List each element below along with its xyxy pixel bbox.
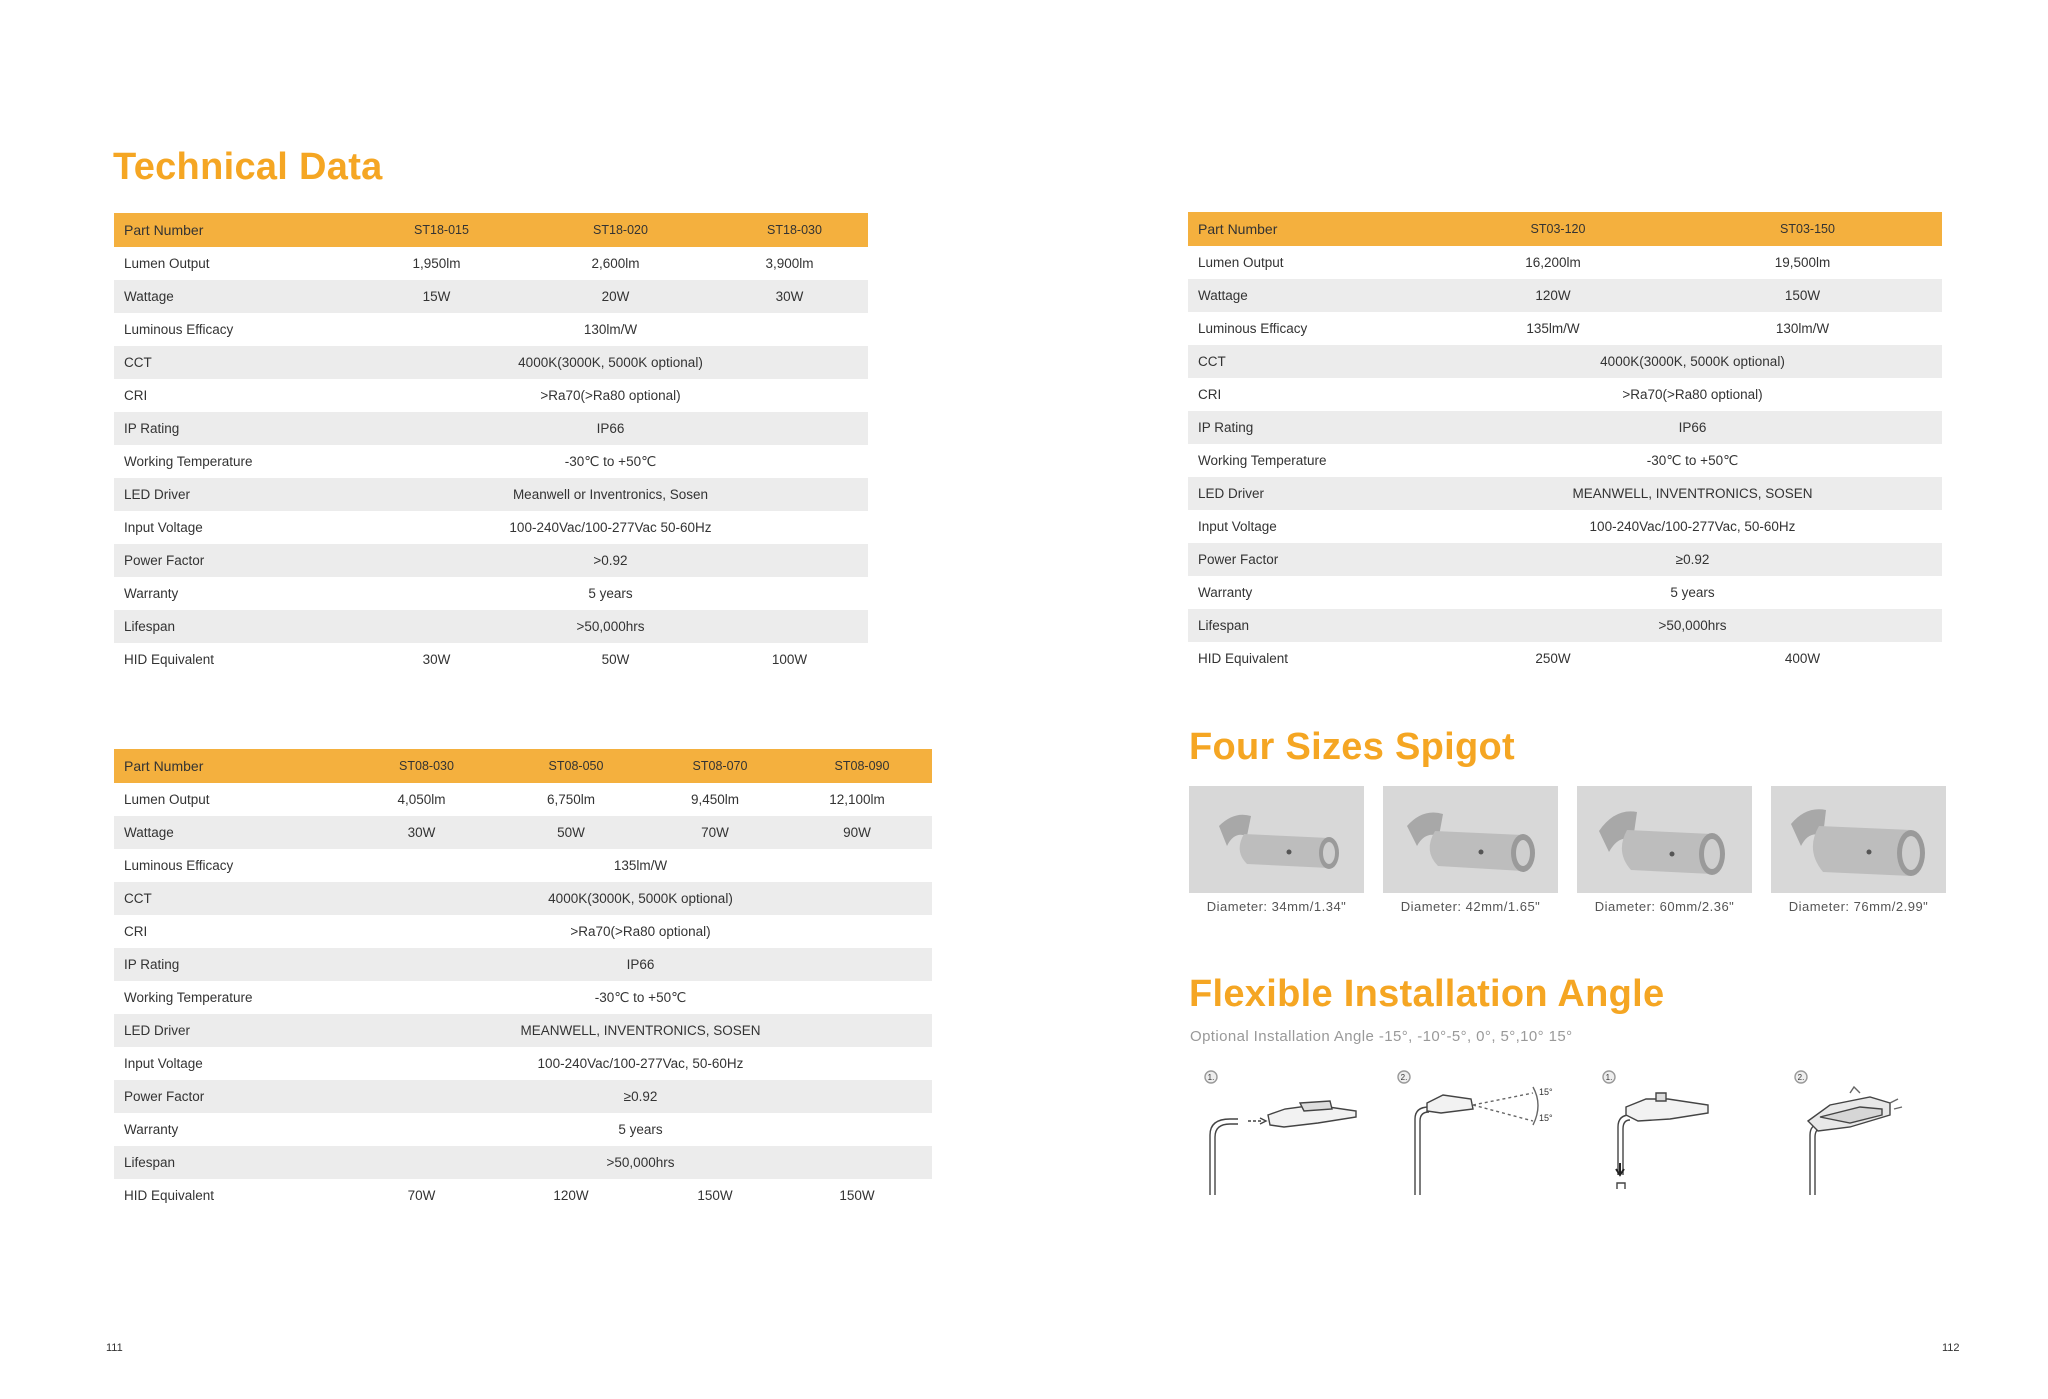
row-label: Working Temperature xyxy=(124,454,253,469)
cell-value: 30W xyxy=(422,652,451,667)
header-part-number: ST08-090 xyxy=(834,759,890,773)
cell-value: IP66 xyxy=(626,957,655,972)
spigot-item xyxy=(1577,786,1752,914)
row-label: Luminous Efficacy xyxy=(1198,321,1308,336)
table-row xyxy=(114,1113,932,1146)
cell-value: 4000K(3000K, 5000K optional) xyxy=(548,891,733,906)
spigot-item xyxy=(1771,786,1946,914)
row-label: Working Temperature xyxy=(1198,453,1327,468)
row-label: LED Driver xyxy=(124,1023,191,1038)
cell-value: MEANWELL, INVENTRONICS, SOSEN xyxy=(520,1023,761,1038)
row-label: Input Voltage xyxy=(124,1056,203,1071)
row-label: CRI xyxy=(1198,387,1222,402)
cell-value: -30℃ to +50℃ xyxy=(594,989,687,1005)
cell-value: 100-240Vac/100-277Vac 50-60Hz xyxy=(509,520,712,535)
row-label: IP Rating xyxy=(1198,420,1254,435)
table-row xyxy=(1188,642,1942,675)
table-header-row xyxy=(114,749,932,783)
header-part-number: ST08-050 xyxy=(548,759,604,773)
header-label: Part Number xyxy=(124,222,204,238)
cell-value: >Ra70(>Ra80 optional) xyxy=(570,924,711,939)
table-row xyxy=(1188,312,1942,345)
spec-table-st18 xyxy=(114,213,868,676)
cell-value: 150W xyxy=(839,1188,875,1203)
spigot-caption: Diameter: 34mm/1.34" xyxy=(1206,899,1347,914)
cell-value: 1,950lm xyxy=(412,256,461,271)
table-row xyxy=(114,1146,932,1179)
table-row xyxy=(1188,411,1942,444)
cell-value: ≥0.92 xyxy=(623,1089,658,1104)
table-row xyxy=(114,849,932,882)
spigot-item xyxy=(1383,786,1558,914)
table-row xyxy=(114,280,868,313)
row-label: CRI xyxy=(124,388,148,403)
header-part-number: ST03-150 xyxy=(1780,222,1835,236)
spigot-photo xyxy=(1383,786,1558,893)
row-label: Wattage xyxy=(1198,288,1248,303)
cell-value: 6,750lm xyxy=(546,792,596,807)
table-row xyxy=(114,981,932,1014)
header-part-number: ST08-030 xyxy=(399,759,454,773)
spec-table-st08 xyxy=(114,749,932,1212)
table-row xyxy=(114,247,868,280)
cell-value: >50,000hrs xyxy=(1658,618,1727,633)
table-row xyxy=(1188,477,1942,510)
table-row xyxy=(1188,444,1942,477)
table-header-row xyxy=(1188,212,1942,246)
install-diagram-2 xyxy=(1393,1065,1563,1205)
row-label: Warranty xyxy=(124,1122,179,1137)
cell-value: 100-240Vac/100-277Vac, 50-60Hz xyxy=(537,1056,744,1071)
table-row xyxy=(114,1047,932,1080)
table-row xyxy=(1188,279,1942,312)
page-number-right: 112 xyxy=(1942,1342,1960,1354)
cell-value: IP66 xyxy=(1678,420,1707,435)
table-row xyxy=(114,478,868,511)
cell-value: 2,600lm xyxy=(591,256,640,271)
cell-value: 150W xyxy=(1784,288,1821,303)
cell-value: MEANWELL, INVENTRONICS, SOSEN xyxy=(1572,486,1813,501)
table-row xyxy=(1188,543,1942,576)
table-row xyxy=(114,445,868,478)
row-label: Power Factor xyxy=(124,1089,205,1104)
table-row xyxy=(114,1080,932,1113)
cell-value: 100-240Vac/100-277Vac, 50-60Hz xyxy=(1589,519,1796,534)
row-label: Wattage xyxy=(124,289,174,304)
row-label: CCT xyxy=(1198,354,1226,369)
cell-value: 4,050lm xyxy=(397,792,446,807)
spigot-title: Four Sizes Spigot xyxy=(1189,726,1516,768)
table-row xyxy=(1188,246,1942,279)
cell-value: 50W xyxy=(557,825,585,840)
row-label: Lifespan xyxy=(1198,618,1250,633)
cell-value: -30℃ to +50℃ xyxy=(564,453,657,469)
cell-value: >50,000hrs xyxy=(576,619,645,634)
header-part-number: ST03-120 xyxy=(1530,222,1586,236)
cell-value: Meanwell or Inventronics, Sosen xyxy=(512,487,709,502)
row-label: Lumen Output xyxy=(1198,255,1284,270)
row-label: HID Equivalent xyxy=(124,652,215,667)
row-label: CCT xyxy=(124,355,152,370)
header-part-number: ST18-015 xyxy=(414,223,469,237)
diagram-angle-label: 15° xyxy=(1539,1113,1553,1123)
cell-value: 100W xyxy=(771,652,808,667)
row-label: LED Driver xyxy=(1198,486,1265,501)
cell-value: 30W xyxy=(775,289,804,304)
cell-value: 19,500lm xyxy=(1774,255,1831,270)
table-row xyxy=(1188,378,1942,411)
row-label: Input Voltage xyxy=(124,520,203,535)
install-diagram-3 xyxy=(1598,1065,1768,1205)
header-part-number: ST08-070 xyxy=(692,759,748,773)
table-row xyxy=(114,511,868,544)
row-label: CRI xyxy=(124,924,148,939)
cell-value: 50W xyxy=(601,652,630,667)
cell-value: 5 years xyxy=(588,586,633,601)
row-label: IP Rating xyxy=(124,421,180,436)
cell-value: 3,900lm xyxy=(765,256,814,271)
cell-value: 70W xyxy=(407,1188,436,1203)
angle-title: Flexible Installation Angle xyxy=(1189,973,1665,1015)
table-row xyxy=(114,412,868,445)
page-number-left: 111 xyxy=(106,1342,123,1354)
table-row xyxy=(1188,345,1942,378)
diagram-step: 1. xyxy=(1207,1073,1215,1082)
row-label: Lumen Output xyxy=(124,792,210,807)
diagram-step: 2. xyxy=(1797,1073,1805,1082)
spigot-caption: Diameter: 60mm/2.36" xyxy=(1594,899,1735,914)
spec-table-st03 xyxy=(1188,212,1942,675)
cell-value: >0.92 xyxy=(593,553,628,568)
table-row xyxy=(1188,510,1942,543)
cell-value: 70W xyxy=(701,825,729,840)
cell-value: >Ra70(>Ra80 optional) xyxy=(540,388,681,403)
install-diagram-1 xyxy=(1200,1065,1370,1205)
technical-data-title: Technical Data xyxy=(113,146,383,188)
header-label: Part Number xyxy=(1198,221,1278,237)
cell-value: 135lm/W xyxy=(1526,321,1580,336)
row-label: Warranty xyxy=(124,586,179,601)
row-label: Input Voltage xyxy=(1198,519,1277,534)
cell-value: 135lm/W xyxy=(613,858,668,873)
cell-value: IP66 xyxy=(596,421,625,436)
table-row xyxy=(114,882,932,915)
header-part-number: ST18-020 xyxy=(593,223,648,237)
table-row xyxy=(114,313,868,346)
angle-subtitle: Optional Installation Angle -15°, -10°-5°, 0°, 5°,10° 15° xyxy=(1190,1028,1573,1045)
cell-value: >Ra70(>Ra80 optional) xyxy=(1622,387,1763,402)
table-row xyxy=(114,816,932,849)
cell-value: 5 years xyxy=(618,1122,663,1137)
header-label: Part Number xyxy=(124,758,204,774)
spigot-caption: Diameter: 42mm/1.65" xyxy=(1400,899,1541,914)
table-row xyxy=(114,610,868,643)
row-label: Lumen Output xyxy=(124,256,210,271)
diagram-step: 2. xyxy=(1400,1073,1408,1082)
cell-value: 5 years xyxy=(1670,585,1715,600)
table-row xyxy=(114,915,932,948)
cell-value: 120W xyxy=(1535,288,1571,303)
cell-value: 4000K(3000K, 5000K optional) xyxy=(518,355,703,370)
table-header-row xyxy=(114,213,868,247)
cell-value: 130lm/W xyxy=(583,322,638,337)
row-label: Power Factor xyxy=(124,553,205,568)
table-row xyxy=(114,643,868,676)
spigot-caption: Diameter: 76mm/2.99" xyxy=(1788,899,1929,914)
cell-value: 120W xyxy=(553,1188,589,1203)
row-label: Power Factor xyxy=(1198,552,1279,567)
table-row xyxy=(114,783,932,816)
row-label: HID Equivalent xyxy=(124,1188,215,1203)
install-diagram-4 xyxy=(1790,1065,1960,1205)
spigot-gallery xyxy=(1189,786,1946,914)
cell-value: 12,100lm xyxy=(829,792,885,807)
diagram-step: 1. xyxy=(1605,1073,1613,1082)
spigot-item xyxy=(1189,786,1364,914)
cell-value: 16,200lm xyxy=(1525,255,1581,270)
cell-value: 250W xyxy=(1535,651,1571,666)
cell-value: 150W xyxy=(697,1188,733,1203)
cell-value: 130lm/W xyxy=(1775,321,1830,336)
table-row xyxy=(1188,576,1942,609)
row-label: LED Driver xyxy=(124,487,191,502)
diagram-angle-label: 15° xyxy=(1539,1087,1553,1097)
cell-value: 4000K(3000K, 5000K optional) xyxy=(1600,354,1785,369)
cell-value: 90W xyxy=(843,825,871,840)
row-label: Wattage xyxy=(124,825,174,840)
table-row xyxy=(114,346,868,379)
row-label: Luminous Efficacy xyxy=(124,858,234,873)
spigot-photo xyxy=(1771,786,1946,893)
cell-value: 9,450lm xyxy=(690,792,740,807)
cell-value: -30℃ to +50℃ xyxy=(1646,452,1739,468)
cell-value: ≥0.92 xyxy=(1675,552,1710,567)
table-row xyxy=(114,379,868,412)
table-row xyxy=(114,577,868,610)
spigot-photo xyxy=(1189,786,1364,893)
header-part-number: ST18-030 xyxy=(767,223,822,237)
cell-value: 15W xyxy=(422,289,451,304)
row-label: Lifespan xyxy=(124,619,176,634)
table-row xyxy=(114,544,868,577)
table-row xyxy=(1188,609,1942,642)
cell-value: 20W xyxy=(601,289,630,304)
row-label: CCT xyxy=(124,891,152,906)
spigot-photo xyxy=(1577,786,1752,893)
row-label: Lifespan xyxy=(124,1155,176,1170)
cell-value: >50,000hrs xyxy=(606,1155,675,1170)
cell-value: 400W xyxy=(1784,651,1821,666)
row-label: IP Rating xyxy=(124,957,180,972)
table-row xyxy=(114,1014,932,1047)
cell-value: 30W xyxy=(407,825,436,840)
table-row xyxy=(114,948,932,981)
row-label: Warranty xyxy=(1198,585,1253,600)
table-row xyxy=(114,1179,932,1212)
row-label: Working Temperature xyxy=(124,990,253,1005)
row-label: HID Equivalent xyxy=(1198,651,1289,666)
row-label: Luminous Efficacy xyxy=(124,322,234,337)
